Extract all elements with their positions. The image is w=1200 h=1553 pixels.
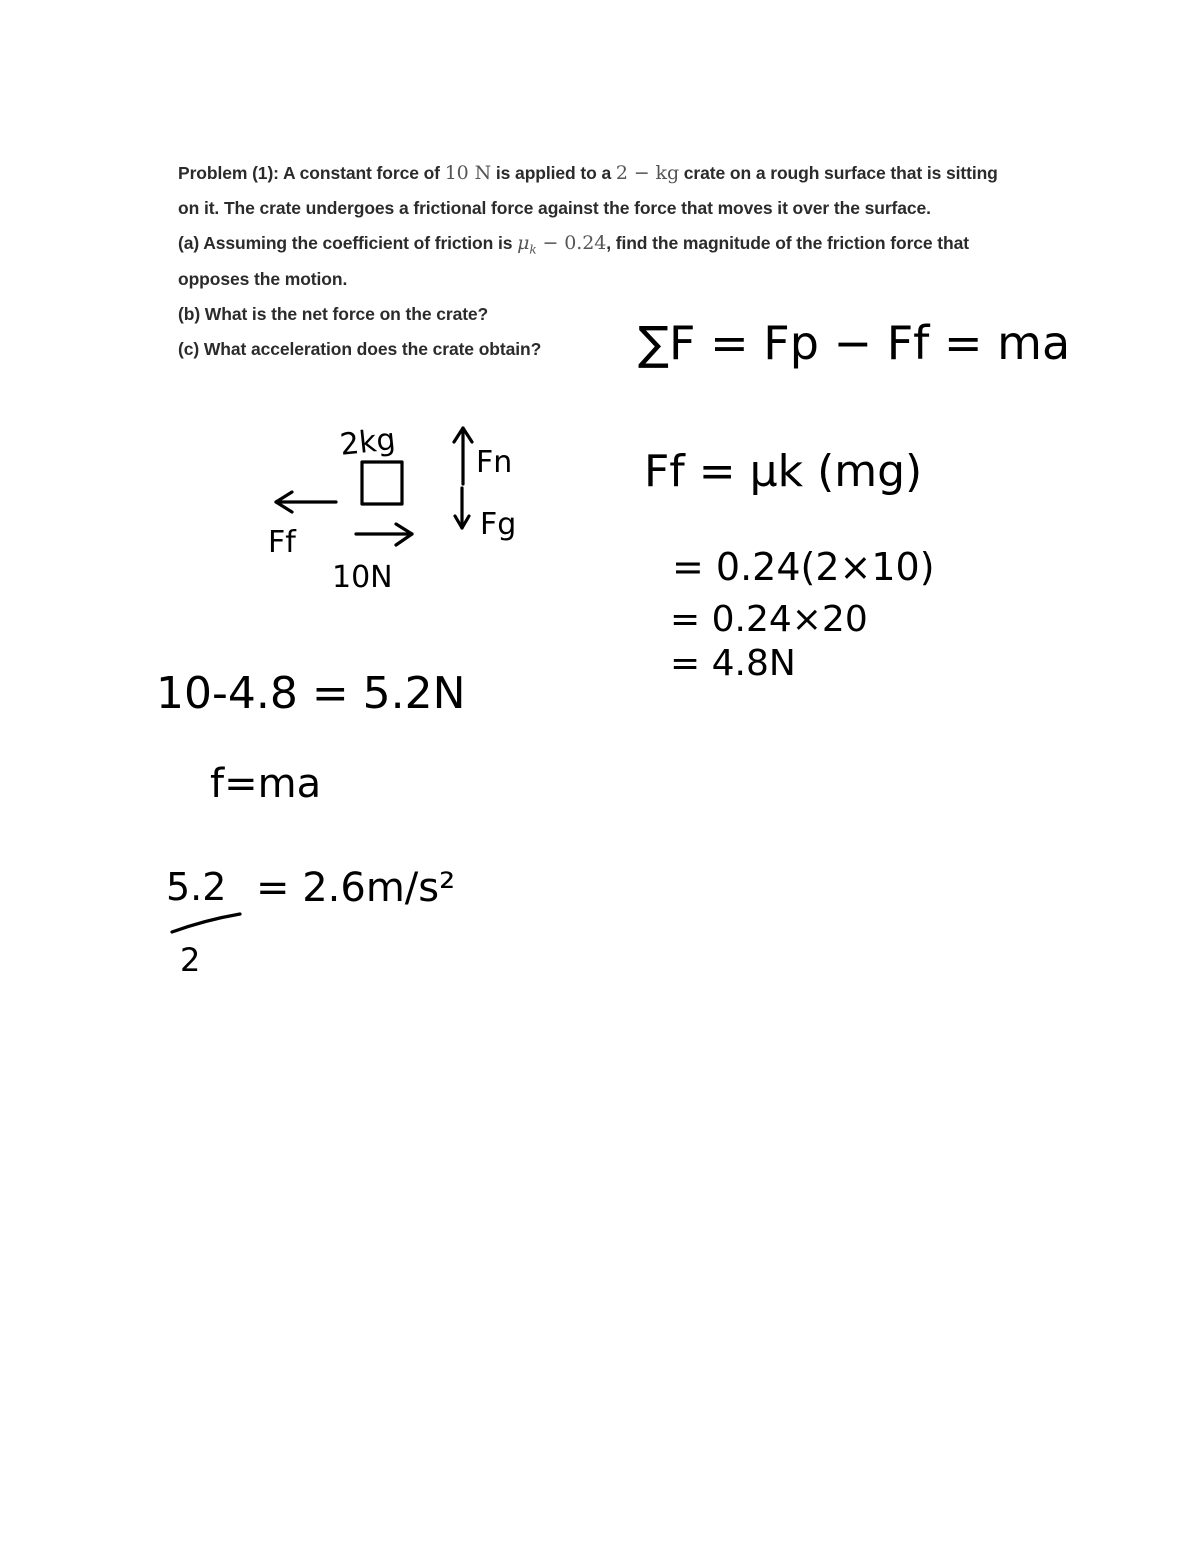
problem-text: crate on a rough surface that is sitting <box>679 163 998 183</box>
friction-result: = 4.8N <box>670 643 796 684</box>
friction-step-1: = 0.24(2×10) <box>672 545 935 589</box>
problem-line: on it. The crate undergoes a frictional force against the force that moves it over the surface. <box>178 198 931 219</box>
gravity-arrow <box>455 488 469 528</box>
math-expression: 2 − kg <box>615 162 680 184</box>
math-expression: μ <box>517 232 530 255</box>
normal-force-label: Fn <box>476 445 513 480</box>
acceleration-numerator: 5.2 <box>166 865 227 909</box>
fraction-bar <box>172 914 240 932</box>
friction-step-2: = 0.24×20 <box>670 599 868 640</box>
gravity-force-label: Fg <box>480 507 517 542</box>
problem-text: , find the magnitude of the friction force that <box>606 233 969 254</box>
acceleration-denominator: 2 <box>180 941 201 979</box>
math-subscript: k <box>529 242 537 257</box>
normal-force-arrow <box>454 428 472 484</box>
friction-formula: Ff = μk (mg) <box>644 446 923 497</box>
math-expression: 10 N <box>444 162 492 184</box>
problem-text: (a) Assuming the coefficient of friction is <box>178 233 518 254</box>
problem-text: Problem (1): A constant force of <box>178 163 445 183</box>
math-expression: − 0.24 <box>536 232 607 255</box>
problem-line: (b) What is the net force on the crate? <box>178 303 489 324</box>
acceleration-answer: = 2.6m/s² <box>256 865 456 911</box>
net-force-answer: 10-4.8 = 5.2N <box>156 668 466 719</box>
problem-line: (c) What acceleration does the crate obtain? <box>178 338 542 359</box>
friction-force-label: Ff <box>268 525 296 560</box>
applied-force-arrow <box>356 524 412 545</box>
sum-of-forces-equation: ∑F = Fp − Ff = ma <box>638 316 1071 370</box>
newton-second-law: f=ma <box>210 761 322 807</box>
applied-force-label: 10N <box>332 560 393 595</box>
problem-text: is applied to a <box>491 163 616 183</box>
friction-arrow <box>276 492 336 512</box>
crate-box <box>362 462 402 504</box>
problem-line: opposes the motion. <box>178 268 348 289</box>
mass-label: 2kg <box>338 422 398 463</box>
